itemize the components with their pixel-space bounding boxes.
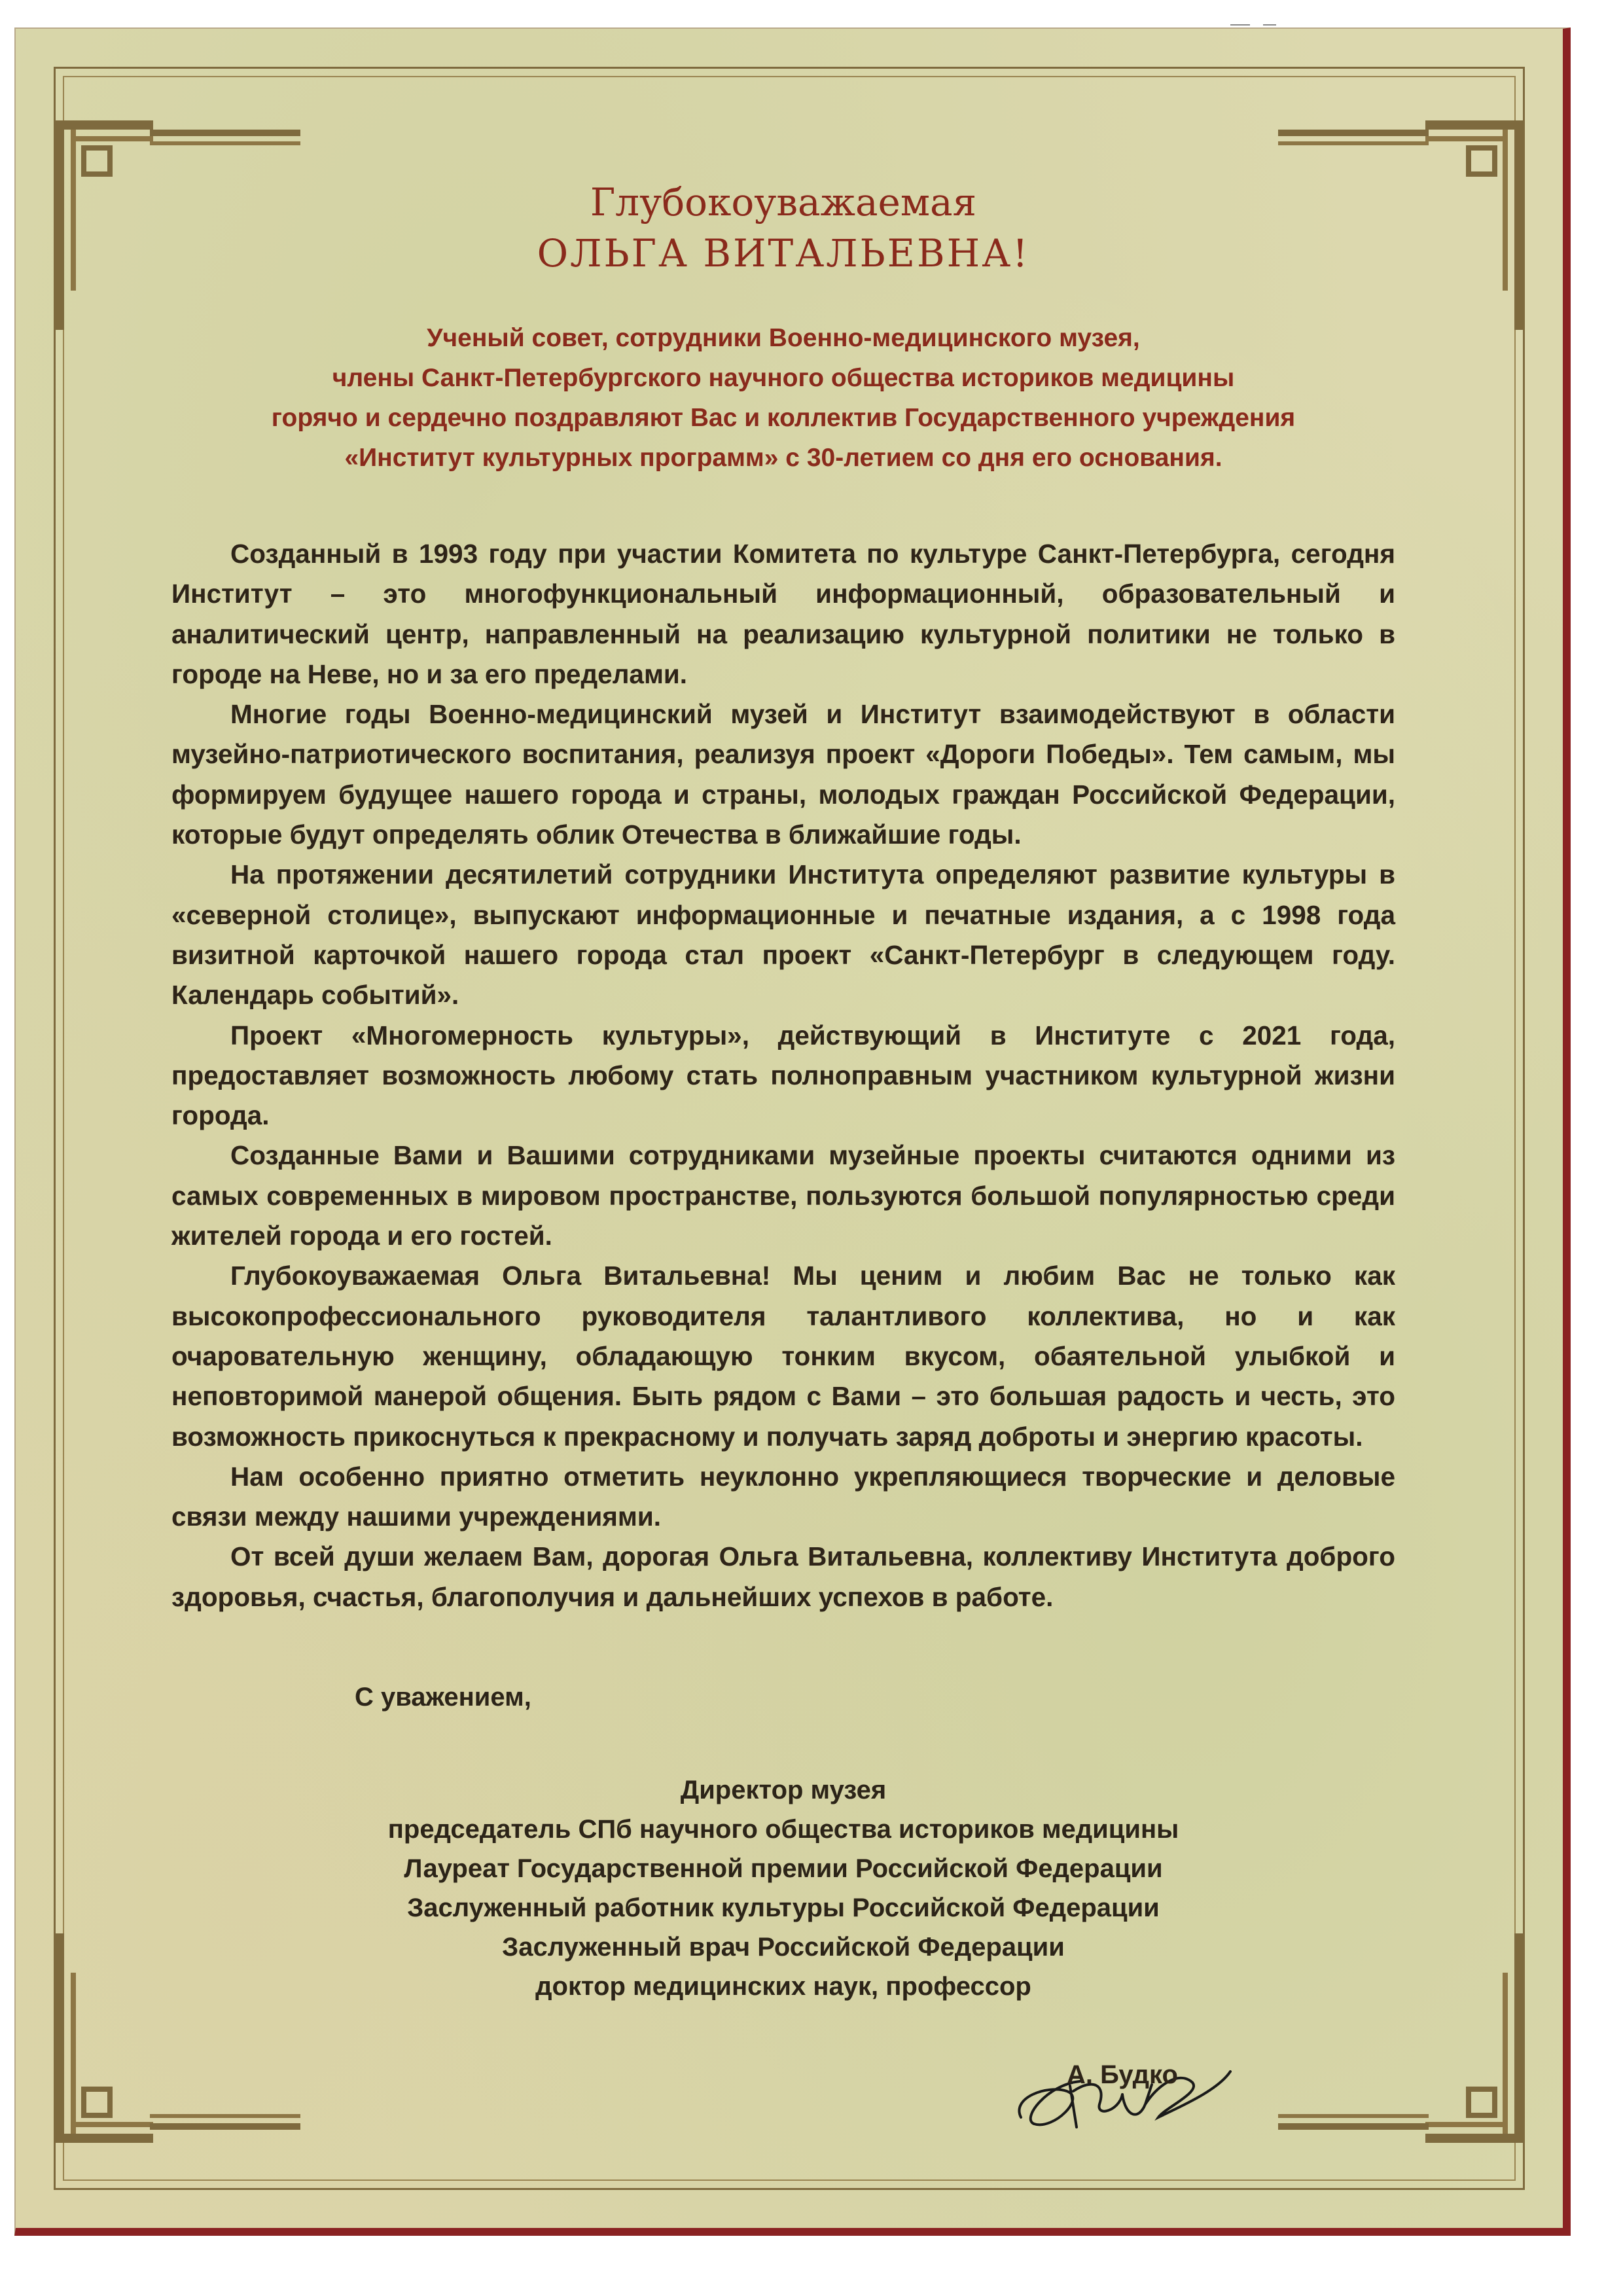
intro-line: горячо и сердечно поздравляют Вас и коллектив Государственного учреждения	[271, 404, 1296, 432]
title-line: доктор медицинских наук, профессор	[535, 1972, 1031, 2001]
body-paragraph: Созданный в 1993 году при участии Комитета по культуре Санкт-Петербурга, сегодня Институт – это многофункциональный информационный, образовательный и аналитический центр, направленный на реализацию культурной политики не только в городе на Неве, но и за его пределами.	[171, 539, 1395, 689]
corner-ornament-bottom-left	[52, 1927, 157, 2149]
intro-line: члены Санкт-Петербургского научного общества историков медицины	[332, 364, 1235, 392]
corner-ornament-top-left	[52, 114, 157, 336]
body-paragraph: Проект «Многомерность культуры», действующий в Институте с 2021 года, предоставляет возможность любому стать полноправным участником культурной жизни города.	[171, 1020, 1395, 1131]
letter-content	[171, 157, 1395, 2006]
greeting-name: ОЛЬГА ВИТАЛЬЕВНА!	[537, 231, 1030, 276]
body-paragraph: Созданные Вами и Вашими сотрудниками музейные проекты считаются одними из самых современных в мировом пространстве, пользуются большой популярностью среди жителей города и его гостей.	[171, 1140, 1395, 1251]
ornament-bar-bottom-left	[150, 2109, 300, 2131]
body-paragraph: На протяжении десятилетий сотрудники Института определяют развитие культуры в «северной столице», выпускают информационные и печатные издания, а с 1998 года визитной карточкой нашего города стал проект «Санкт-Петербург в следующем году. Календарь событий».	[171, 859, 1395, 1011]
title-line: Лауреат Государственной премии Российской Федерации	[404, 1854, 1163, 1884]
ornament-bar-top-left	[150, 128, 300, 151]
ornament-bar-top-right	[1278, 128, 1429, 151]
intro-line: «Институт культурных программ» с 30-летием со дня его основания.	[344, 444, 1222, 472]
letter-body	[171, 534, 1395, 1617]
scan-artifact	[1230, 18, 1283, 22]
corner-ornament-top-right	[1421, 114, 1526, 336]
corner-ornament-bottom-right	[1421, 1927, 1526, 2149]
title-line: председатель СПб научного общества историков медицины	[387, 1815, 1179, 1844]
body-paragraph: Нам особенно приятно отметить неуклонно укрепляющиеся творческие и деловые связи между нашими учреждениями.	[171, 1461, 1395, 1532]
handwritten-signature	[1008, 2045, 1348, 2144]
body-paragraph: Многие годы Военно-медицинский музей и Институт взаимодействуют в области музейно-патриотического воспитания, реализуя проект «Дороги Победы». Тем самым, мы формируем будущее нашего города и страны, молодых граждан Российской Федерации, которые будут определять облик Отечества в ближайшие годы.	[171, 699, 1395, 850]
greeting-line-1: Глубокоуважаемая	[590, 180, 977, 224]
body-paragraph: Глубокоуважаемая Ольга Витальевна! Мы ценим и любим Вас не только как высокопрофессионального руководителя талантливого коллектива, но и как очаровательную женщину, обладающую тонким вкусом, обаятельной улыбкой и неповторимой манерой общения. Быть рядом с Вами – это большая радость и честь, это возможность прикоснуться к прекрасному и получать заряд доброты и энергию красоты.	[171, 1261, 1395, 1452]
signatory-titles	[171, 1770, 1395, 2006]
greeting-heading	[171, 177, 1395, 279]
title-line: Директор музея	[680, 1776, 887, 1805]
intro-line: Ученый совет, сотрудники Военно-медицинского музея,	[427, 324, 1140, 352]
closing-regards: С уважением,	[355, 1683, 531, 1712]
title-line: Заслуженный работник культуры Российской Федерации	[407, 1893, 1160, 1923]
signer-name: А. Будко	[1067, 2060, 1178, 2089]
body-paragraph: От всей души желаем Вам, дорогая Ольга Витальевна, коллективу Института доброго здоровья, счастья, благополучия и дальнейших успехов в работе.	[171, 1541, 1395, 1612]
title-line: Заслуженный врач Российской Федерации	[502, 1933, 1065, 1962]
intro-block	[171, 318, 1395, 478]
